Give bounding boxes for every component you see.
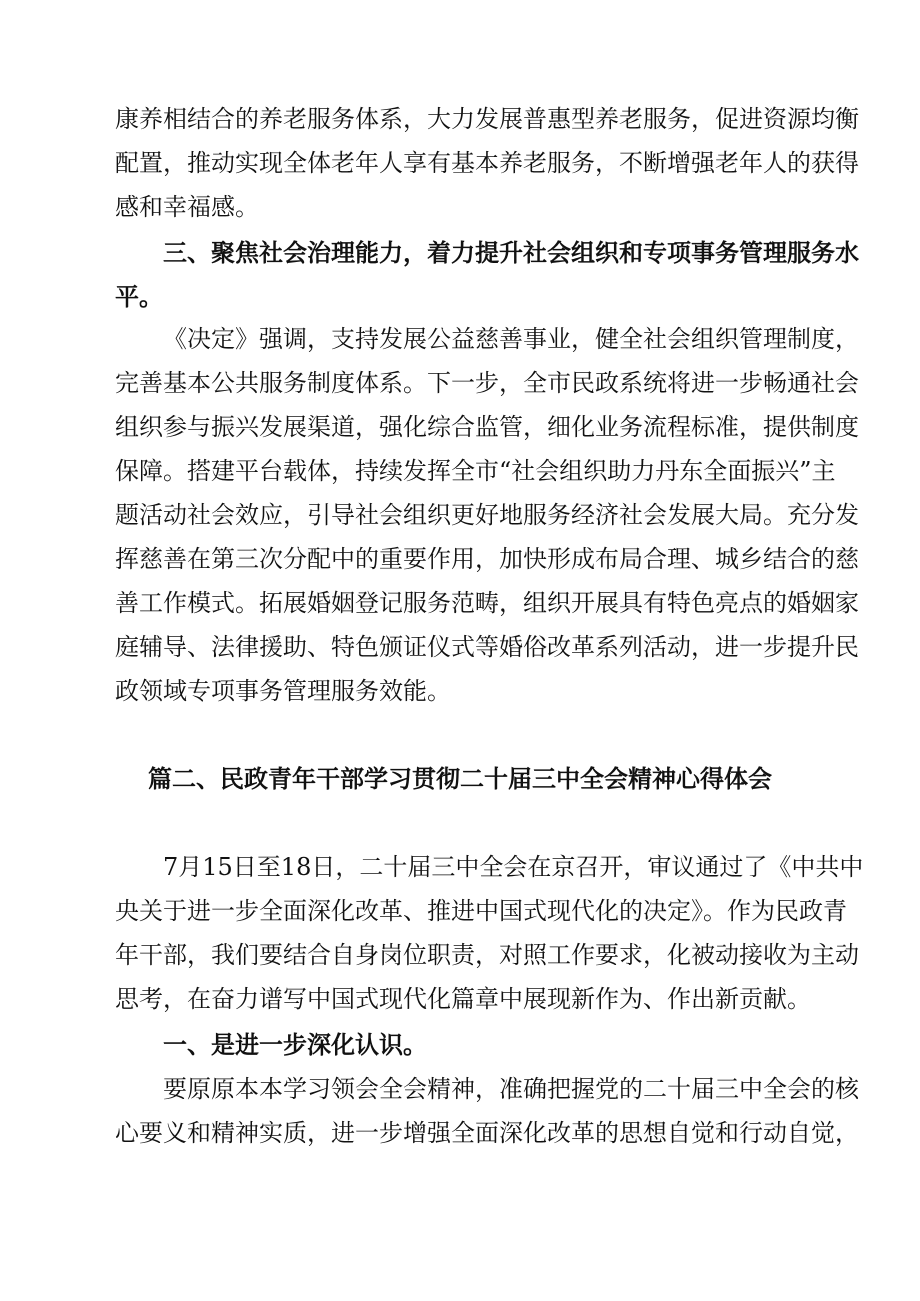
body-text-line: 年干部，我们要结合自身岗位职责，对照工作要求，化被动接收为主动 bbox=[115, 941, 859, 969]
body-text-line: 思考，在奋力谱写中国式现代化篇章中展现新作为、作出新贡献。 bbox=[115, 985, 811, 1013]
body-text-line: 7月15日至18日，二十届三中全会在京召开，审议通过了《中共中 bbox=[163, 853, 864, 881]
body-text-line: 配置，推动实现全体老年人享有基本养老服务，不断增强老年人的获得 bbox=[115, 149, 859, 177]
body-text-line: 《决定》强调，支持发展公益慈善事业，健全社会组织管理制度， bbox=[163, 325, 859, 353]
body-text-line: 题活动社会效应，引导社会组织更好地服务经济社会发展大局。充分发 bbox=[115, 501, 859, 529]
section-heading: 三、聚焦社会治理能力，着力提升社会组织和专项事务管理服务水 bbox=[163, 239, 859, 267]
body-text-line: 心要义和精神实质，进一步增强全面深化改革的思想自觉和行动自觉， bbox=[115, 1119, 859, 1147]
body-text-line: 庭辅导、法律援助、特色颁证仪式等婚俗改革系列活动，进一步提升民 bbox=[115, 633, 859, 661]
article-title: 篇二、民政青年干部学习贯彻二十届三中全会精神心得体会 bbox=[148, 765, 772, 793]
body-text-line: 央关于进一步全面深化改革、推进中国式现代化的决定》。作为民政青 bbox=[115, 897, 847, 925]
body-text-line: 挥慈善在第三次分配中的重要作用，加快形成布局合理、城乡结合的慈 bbox=[115, 545, 859, 573]
section-heading: 一、是进一步深化认识。 bbox=[163, 1031, 427, 1059]
body-text-line: 组织参与振兴发展渠道，强化综合监管，细化业务流程标准，提供制度 bbox=[115, 413, 859, 441]
body-text-line: 完善基本公共服务制度体系。下一步，全市民政系统将进一步畅通社会 bbox=[115, 369, 859, 397]
body-text-line: 保障。搭建平台载体，持续发挥全市“社会组织助力丹东全面振兴”主 bbox=[115, 457, 836, 485]
body-text-line: 康养相结合的养老服务体系，大力发展普惠型养老服务，促进资源均衡 bbox=[115, 105, 859, 133]
body-text-line: 感和幸福感。 bbox=[115, 193, 259, 221]
section-heading: 平。 bbox=[115, 283, 163, 311]
body-text-line: 政领域专项事务管理服务效能。 bbox=[115, 677, 451, 705]
body-text-line: 善工作模式。拓展婚姻登记服务范畴，组织开展具有特色亮点的婚姻家 bbox=[115, 589, 859, 617]
body-text-line: 要原原本本学习领会全会精神，准确把握党的二十届三中全会的核 bbox=[163, 1075, 859, 1103]
